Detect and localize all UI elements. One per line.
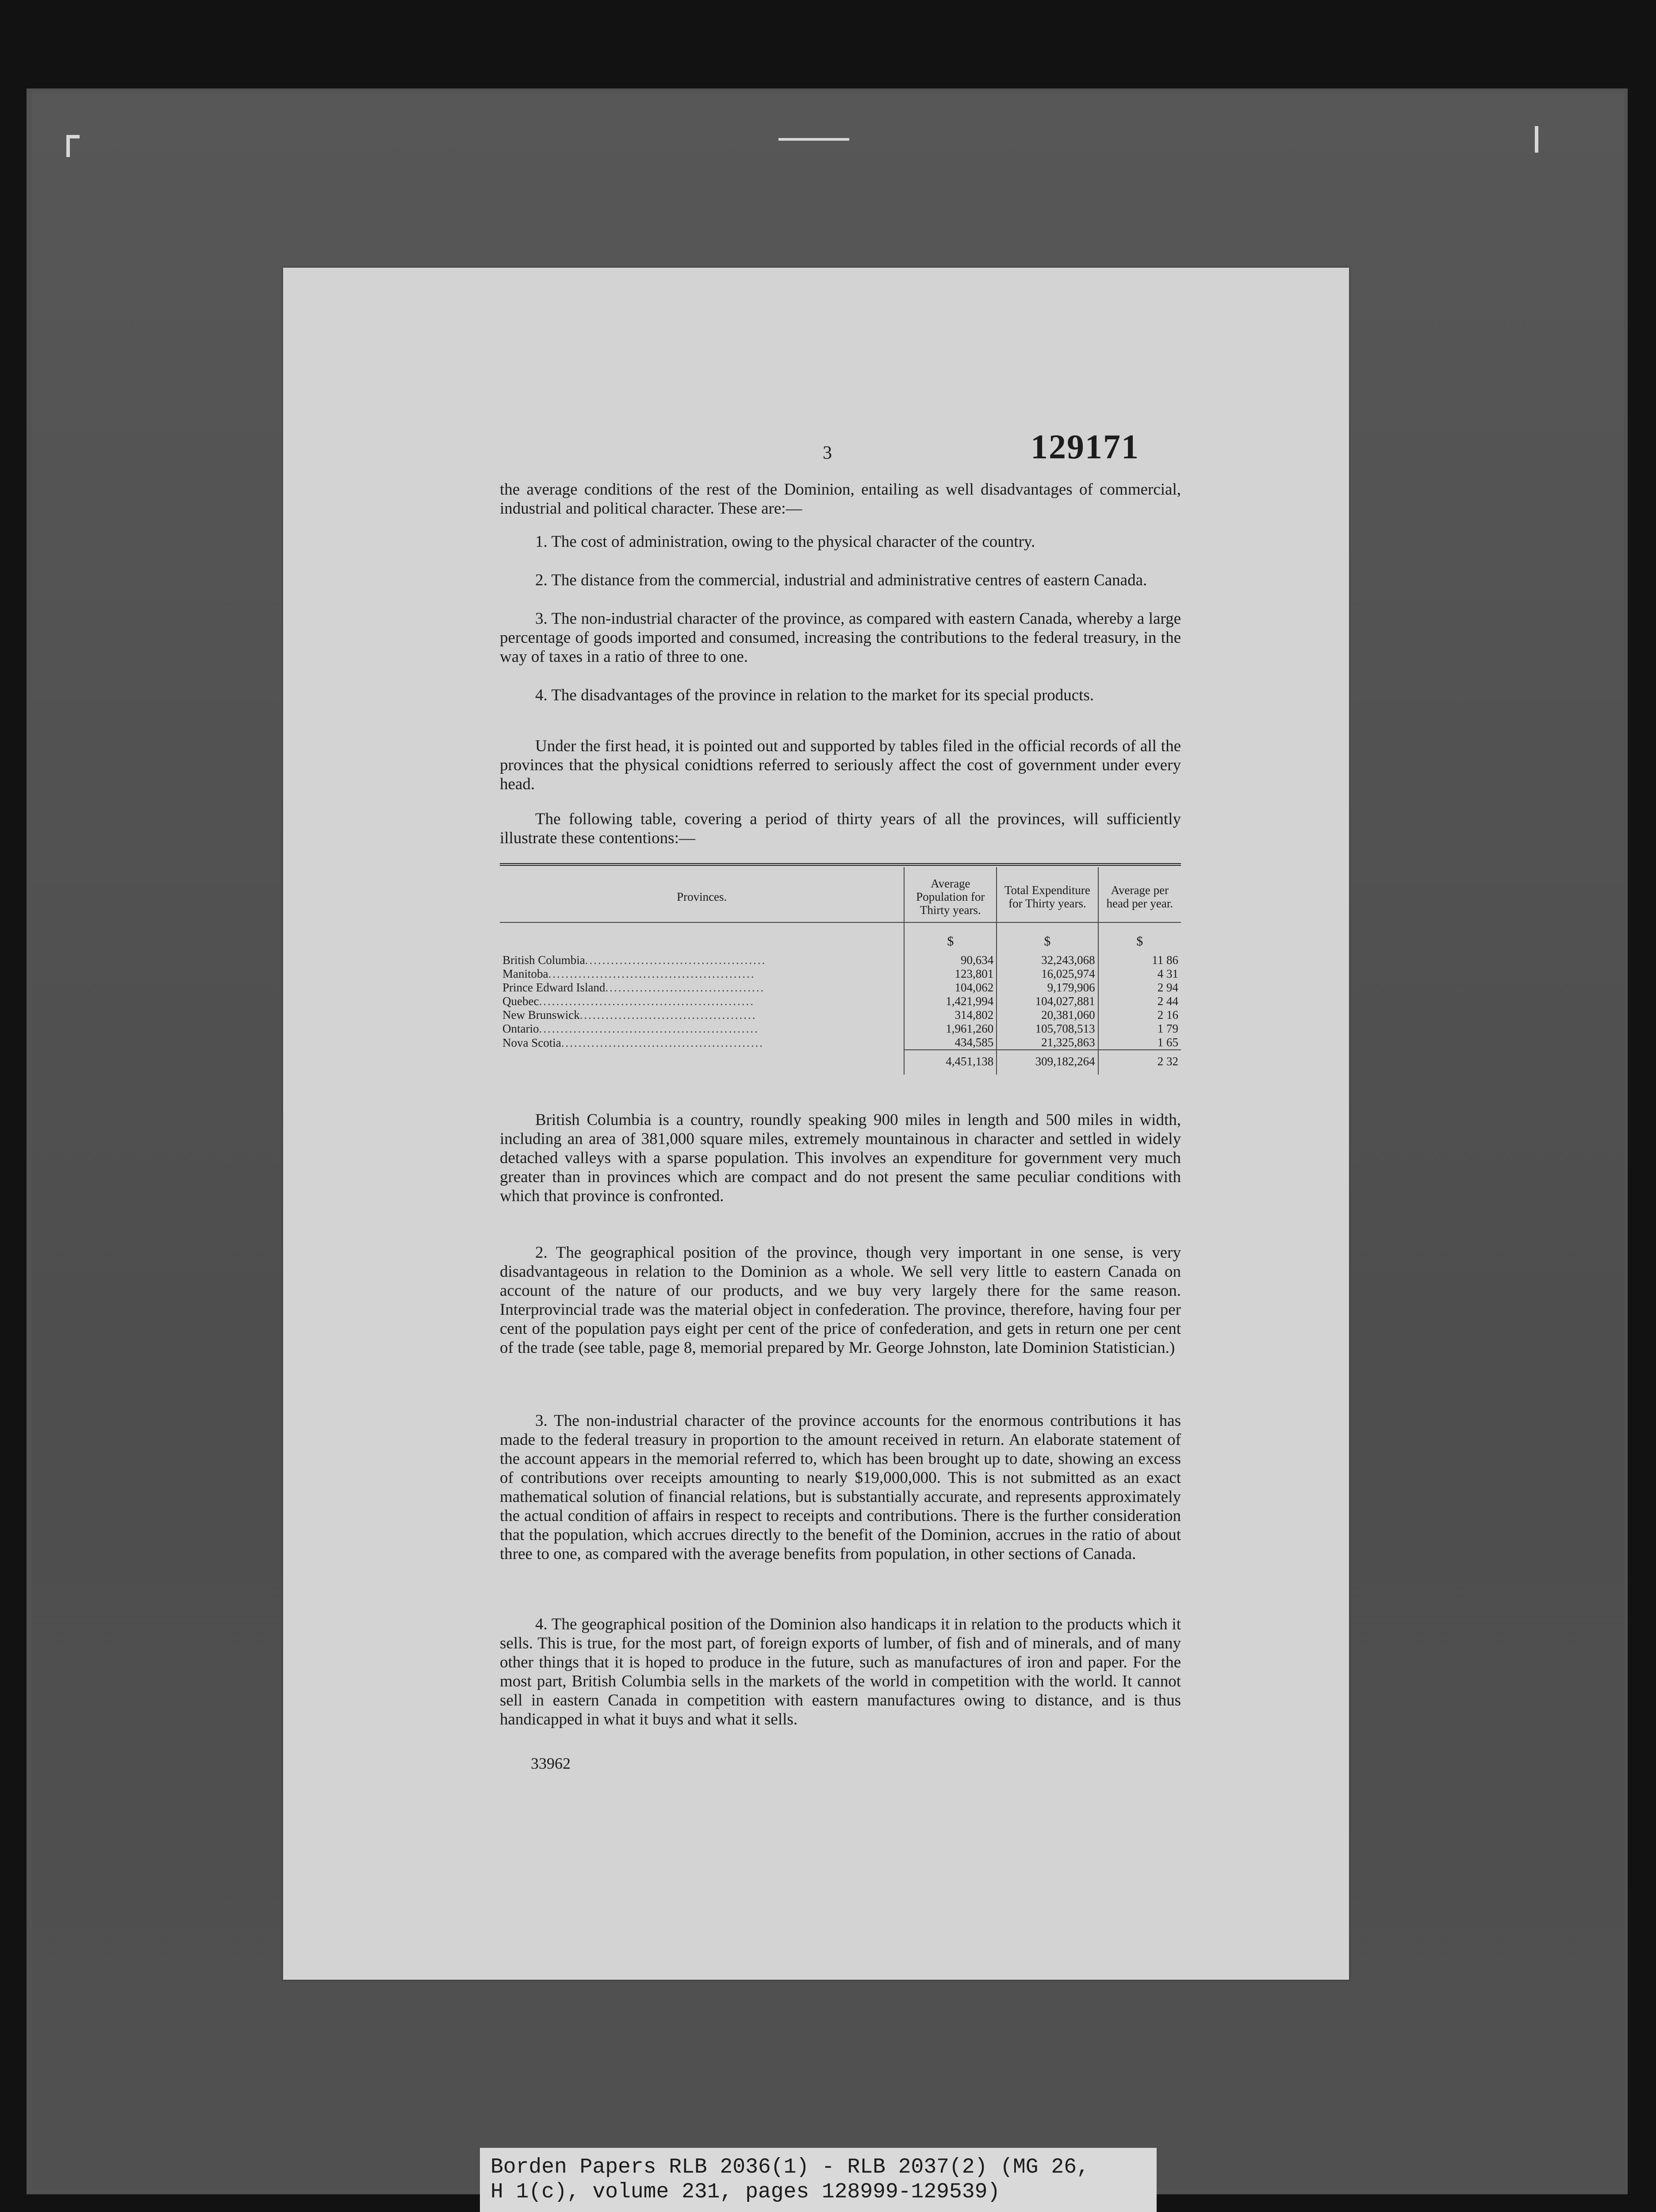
province-expenditure-table	[500, 867, 1181, 1075]
reference-line-2: H 1(c), volume 231, pages 128999-129539)	[491, 2180, 1000, 2204]
unit-expenditure: $	[997, 922, 1098, 953]
table-row: British Columbia.......................................... 90,634 32,243,068 11 86	[500, 953, 1181, 967]
paragraph-2: 2. The geographical position of the province, though very important in one sense, is very disadvantageous in relation to the Dominion as a whole. We sell very little to eastern Canada on account of the nature of our products, and we buy very largely there for the same reason. Interprovincial trade was the material object in confederation. The province, therefore, having four per cent of the population pays eight per cent of the price of confederation, and gets in return one per cent of the trade (see table, page 8, memorial prepared by Mr. George Johnston, late Dominion Statistician.)	[500, 1244, 1181, 1357]
unit-population: $	[904, 922, 997, 953]
top-rule	[778, 138, 849, 141]
total-per-head: 2 32	[1098, 1050, 1181, 1075]
british-columbia-paragraph: British Columbia is a country, roundly speaking 900 miles in length and 500 miles in width, including an area of 381,000 square miles, extremely mountainous in character and settled in widely detached valleys with a sparse population. This involves an expenditure for government very much greater than in provinces which are compact and do not present the same peculiar conditions with which that province is confronted.	[500, 1111, 1181, 1205]
per-head-cell: 2 44	[1098, 995, 1181, 1008]
page-number: 3	[823, 443, 832, 463]
first-head-paragraph: Under the first head, it is pointed out and supported by tables filed in the official records of all the provinces that the physical conidtions referred to seriously affect the cost of government under every head.	[500, 737, 1181, 793]
expenditure-cell: 16,025,974	[997, 967, 1098, 981]
expenditure-cell: 105,708,513	[997, 1022, 1098, 1036]
per-head-cell: 11 86	[1098, 953, 1181, 967]
population-cell: 314,802	[904, 1008, 997, 1022]
table-row: Prince Edward Island..................................... 104,062 9,179,906 2 94	[500, 981, 1181, 995]
header-expenditure: Total Expenditure for Thirty years.	[997, 867, 1098, 922]
province-name: Manitoba	[502, 967, 548, 980]
table-row: Quebec.................................................. 1,421,994 104,027,881 2 44	[500, 995, 1181, 1008]
province-name: Ontario	[502, 1022, 539, 1035]
table-row: Ontario................................................... 1,961,260 105,708,513 1 79	[500, 1022, 1181, 1036]
unit-per-head: $	[1098, 922, 1181, 953]
paragraph-3: 3. The non-industrial character of the province accounts for the enormous contributions it has made to the federal treasury in proportion to the amount received in return. An elaborate statement of the account appears in the memorial referred to, which has been brought up to date, showing an excess of contributions over receipts amounting to nearly $19,000,000. This is not submitted as an exact mathematical solution of financial relations, but is substantially accurate, and represents approximately the actual condition of affairs in respect to receipts and contributions. There is the further consideration that the population, which accrues directly to the benefit of the Dominion, accrues in the ratio of about three to one, as compared with the average benefits from population, in other sections of Canada.	[500, 1412, 1181, 1563]
table-row: Manitoba................................................ 123,801 16,025,974 4 31	[500, 967, 1181, 981]
footer-code: 33962	[531, 1755, 571, 1772]
population-cell: 1,421,994	[904, 995, 997, 1008]
table-header-row	[500, 867, 1181, 922]
population-cell: 90,634	[904, 953, 997, 967]
point-3: 3. The non-industrial character of the province, as compared with eastern Canada, whereby a large percentage of goods imported and consumed, increasing the contributions to the federal treasury, in the way of taxes in a ratio of three to one.	[500, 610, 1181, 666]
province-name: Prince Edward Island	[502, 981, 606, 994]
expenditure-cell: 32,243,068	[997, 953, 1098, 967]
header-provinces: Provinces.	[500, 867, 904, 922]
point-4: 4. The disadvantages of the province in relation to the market for its special products.	[535, 686, 1094, 704]
total-expenditure: 309,182,264	[997, 1050, 1098, 1075]
population-cell: 104,062	[904, 981, 997, 995]
province-name: Nova Scotia	[502, 1036, 561, 1049]
population-cell: 123,801	[904, 967, 997, 981]
document-number: 129171	[1031, 427, 1139, 466]
province-name: New Brunswick	[502, 1008, 580, 1022]
point-1: 1. The cost of administration, owing to the physical character of the country.	[535, 533, 1035, 551]
unit-row	[500, 922, 1181, 953]
table-total-row	[500, 1050, 1181, 1075]
population-cell: 1,961,260	[904, 1022, 997, 1036]
per-head-cell: 4 31	[1098, 967, 1181, 981]
per-head-cell: 2 16	[1098, 1008, 1181, 1022]
per-head-cell: 1 65	[1098, 1036, 1181, 1050]
header-per-head: Average per head per year.	[1098, 867, 1181, 922]
per-head-cell: 2 94	[1098, 981, 1181, 995]
expenditure-cell: 9,179,906	[997, 981, 1098, 995]
reference-line-1: Borden Papers RLB 2036(1) - RLB 2037(2) (MG 26,	[491, 2155, 1089, 2179]
table-row: New Brunswick......................................... 314,802 20,381,060 2 16	[500, 1008, 1181, 1022]
province-name: Quebec	[502, 995, 539, 1008]
intro-paragraph: the average conditions of the rest of the Dominion, entailing as well disadvantages of commercial, industrial and political character. These are:—	[500, 480, 1181, 518]
expenditure-cell: 21,325,863	[997, 1036, 1098, 1050]
point-2: 2. The distance from the commercial, industrial and administrative centres of eastern Canada.	[535, 571, 1147, 589]
paragraph-4: 4. The geographical position of the Dominion also handicaps it in relation to the products which it sells. This is true, for the most part, of foreign exports of lumber, of fish and of minerals, and of many other things that it is hoped to produce in the future, such as manufactures of iron and paper. For the most part, British Columbia sells in the markets of the world in competition with the world. It cannot sell in eastern Canada in competition with eastern manufactures owing to distance, and is thus handicapped in what it buys and what it sells.	[500, 1615, 1181, 1728]
table-top-rule	[500, 863, 1181, 866]
population-cell: 434,585	[904, 1036, 997, 1050]
expenditure-cell: 104,027,881	[997, 995, 1098, 1008]
reference-label	[480, 2148, 1157, 2212]
total-population: 4,451,138	[904, 1050, 997, 1075]
table-row: Nova Scotia............................................... 434,585 21,325,863 1 65	[500, 1036, 1181, 1050]
corner-mark-left-top	[66, 135, 80, 138]
expenditure-cell: 20,381,060	[997, 1008, 1098, 1022]
province-name: British Columbia	[502, 953, 585, 967]
corner-mark-right	[1535, 126, 1538, 153]
header-population: Average Population for Thirty years.	[904, 867, 997, 922]
document-page	[283, 268, 1349, 1980]
table-intro-paragraph: The following table, covering a period of thirty years of all the provinces, will sufficiently illustrate these contentions:—	[500, 810, 1181, 847]
per-head-cell: 1 79	[1098, 1022, 1181, 1036]
